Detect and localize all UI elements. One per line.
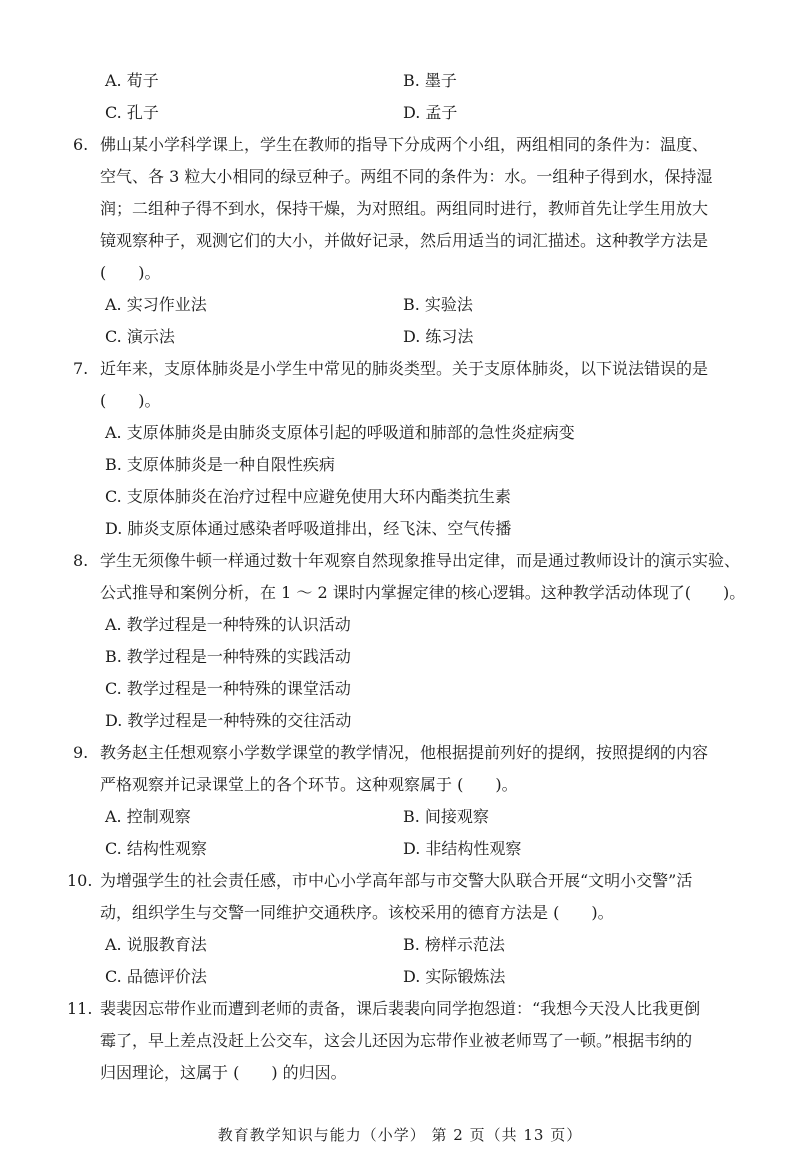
question-text-line: 佛山某小学科学课上，学生在教师的指导下分成两个小组，两组相同的条件为：温度、 <box>100 135 709 154</box>
question-number: 9. <box>73 743 89 762</box>
question-text-line: 严格观察并记录课堂上的各个环节。这种观察属于 ( )。 <box>100 775 518 794</box>
option-d: D. 肺炎支原体通过感染者呼吸道排出，经飞沫、空气传播 <box>105 519 512 538</box>
option-b: B. 支原体肺炎是一种自限性疾病 <box>105 455 335 474</box>
option-a: A. 荀子 <box>105 71 159 90</box>
question-text-line: 公式推导和案例分析，在 1 ～ 2 课时内掌握定律的核心逻辑。这种教学活动体现了( )。 <box>100 583 746 602</box>
option-d: D. 非结构性观察 <box>403 839 522 858</box>
question-text-line: 空气、各 3 粒大小相同的绿豆种子。两组不同的条件为：水。一组种子得到水，保持湿 <box>100 167 713 186</box>
option-b: B. 间接观察 <box>403 807 489 826</box>
question-text-line: 镜观察种子，观测它们的大小，并做好记录，然后用适当的词汇描述。这种教学方法是 <box>100 231 709 250</box>
question-number: 8. <box>73 551 89 570</box>
option-c: C. 支原体肺炎在治疗过程中应避免使用大环内酯类抗生素 <box>105 487 511 506</box>
question-number: 10. <box>67 871 93 890</box>
question-text-line: 近年来，支原体肺炎是小学生中常见的肺炎类型。关于支原体肺炎，以下说法错误的是 <box>100 359 709 378</box>
option-c: C. 结构性观察 <box>105 839 207 858</box>
option-c: C. 品德评价法 <box>105 967 207 986</box>
question-text-line: 学生无须像牛顿一样通过数十年观察自然现象推导出定律，而是通过教师设计的演示实验、 <box>100 551 741 570</box>
option-b: B. 墨子 <box>403 71 457 90</box>
question-number: 7. <box>73 359 89 378</box>
option-d: D. 孟子 <box>403 103 458 122</box>
question-text-line: ( )。 <box>100 263 161 282</box>
option-a: A. 支原体肺炎是由肺炎支原体引起的呼吸道和肺部的急性炎症病变 <box>105 423 575 442</box>
question-text-line: ( )。 <box>100 391 161 410</box>
question-text-line: 为增强学生的社会责任感，市中心小学高年部与市交警大队联合开展“文明小交警”活 <box>100 871 693 890</box>
option-a: A. 实习作业法 <box>105 295 207 314</box>
option-d: D. 实际锻炼法 <box>403 967 506 986</box>
option-a: A. 控制观察 <box>105 807 191 826</box>
option-d: D. 教学过程是一种特殊的交往活动 <box>105 711 352 730</box>
option-c: C. 演示法 <box>105 327 175 346</box>
option-b: B. 教学过程是一种特殊的实践活动 <box>105 647 351 666</box>
question-text-line: 润；二组种子得不到水，保持干燥，为对照组。两组同时进行，教师首先让学生用放大 <box>100 199 709 218</box>
question-text-line: 裴裴因忘带作业而遭到老师的责备，课后裴裴向同学抱怨道：“我想今天没人比我更倒 <box>100 999 701 1018</box>
option-c: C. 教学过程是一种特殊的课堂活动 <box>105 679 351 698</box>
question-text-line: 霉了，早上差点没赶上公交车，这会儿还因为忘带作业被老师骂了一顿。”根据韦纳的 <box>100 1031 693 1050</box>
question-text-line: 教务赵主任想观察小学数学课堂的教学情况，他根据提前列好的提纲，按照提纲的内容 <box>100 743 709 762</box>
page-footer: 教育教学知识与能力（小学） 第 2 页（共 13 页） <box>217 1126 583 1144</box>
option-b: B. 实验法 <box>403 295 473 314</box>
option-b: B. 榜样示范法 <box>403 935 505 954</box>
option-a: A. 教学过程是一种特殊的认识活动 <box>105 615 351 634</box>
question-number: 6. <box>73 135 89 154</box>
option-c: C. 孔子 <box>105 103 159 122</box>
question-number: 11. <box>67 999 93 1018</box>
option-a: A. 说服教育法 <box>105 935 207 954</box>
question-text-line: 归因理论，这属于 ( ) 的归因。 <box>100 1063 347 1082</box>
question-text-line: 动，组织学生与交警一同维护交通秩序。该校采用的德育方法是 ( )。 <box>100 903 614 922</box>
option-d: D. 练习法 <box>403 327 474 346</box>
